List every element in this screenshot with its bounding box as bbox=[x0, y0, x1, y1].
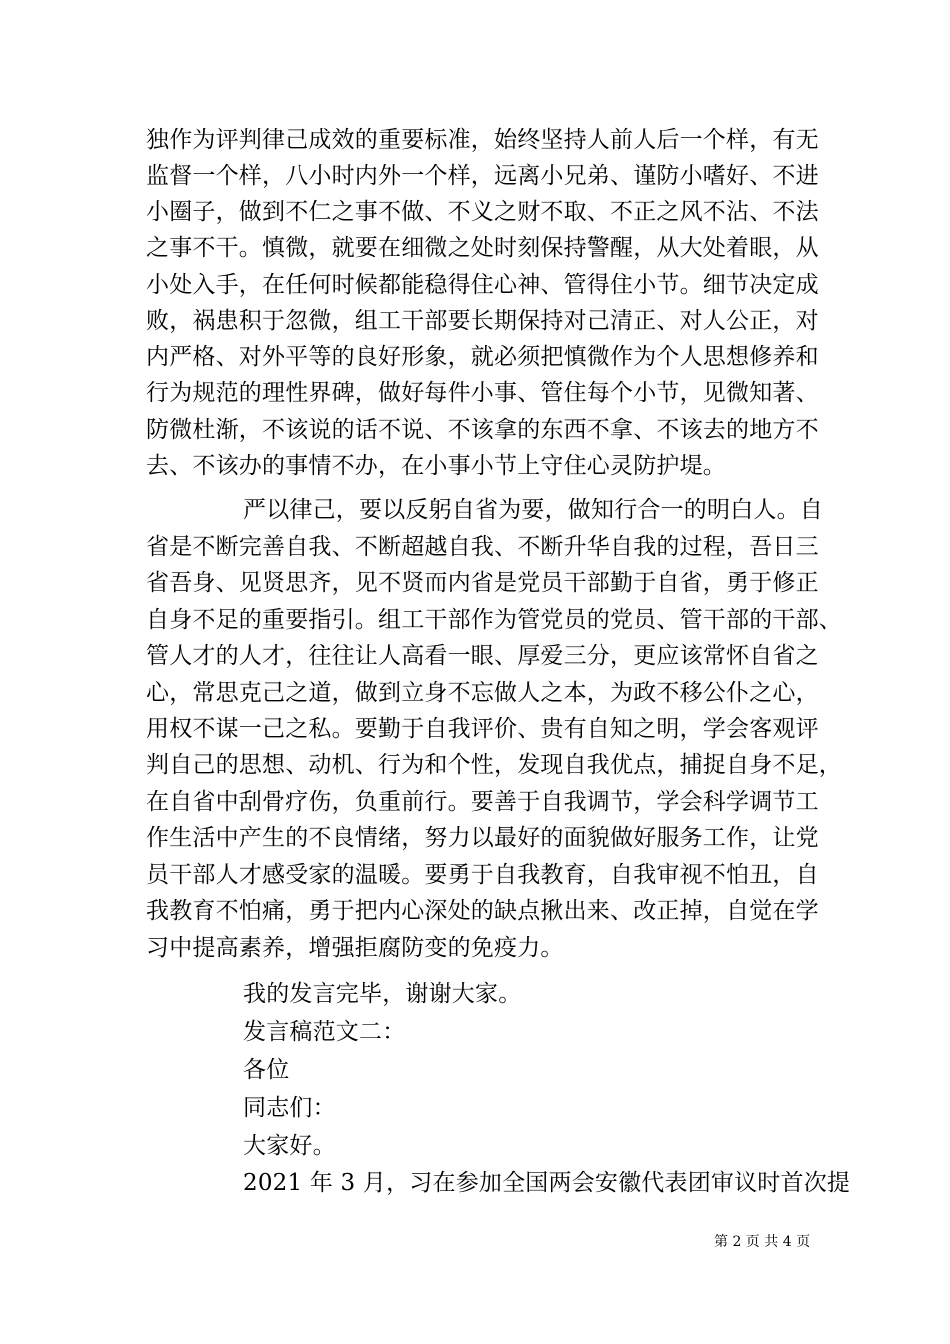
paragraph-1-line-8: 行为规范的理性界碑，做好每件小事、管住每个小节，见微知著、 bbox=[146, 380, 819, 406]
paragraph-2-line-7: 用权不谋一己之私。要勤于自我评价、贵有自知之明，学会客观评 bbox=[146, 716, 819, 742]
paragraph-2-line-2: 省是不断完善自我、不断超越自我、不断升华自我的过程，吾日三 bbox=[146, 534, 819, 560]
paragraph-2-line-9: 在自省中刮骨疗伤，负重前行。要善于自我调节，学会科学调节工 bbox=[146, 789, 819, 815]
paragraph-2-line-12: 我教育不怕痛，勇于把内心深处的缺点揪出来、改正掉，自觉在学 bbox=[146, 898, 819, 924]
salutation-line-2: 同志们： bbox=[243, 1095, 336, 1121]
paragraph-1-line-2: 监督一个样，八小时内外一个样，远离小兄弟、谨防小嗜好、不进 bbox=[146, 163, 819, 189]
paragraph-2-line-13: 习中提高素养，增强拒腐防变的免疫力。 bbox=[146, 935, 564, 961]
paragraph-1-line-1: 独作为评判律己成效的重要标准，始终坚持人前人后一个样，有无 bbox=[146, 127, 819, 153]
closing-line: 我的发言完毕，谢谢大家。 bbox=[243, 981, 522, 1007]
paragraph-2-line-3: 省吾身、见贤思齐，见不贤而内省是党员干部勤于自省，勇于修正 bbox=[146, 570, 819, 596]
paragraph-2-line-11: 员干部人才感受家的温暖。要勇于自我教育，自我审视不怕丑，自 bbox=[146, 862, 819, 888]
section-heading: 发言稿范文二： bbox=[243, 1019, 406, 1045]
page-number-footer: 第 2 页 共 4 页 bbox=[714, 1234, 811, 1250]
paragraph-2-line-10: 作生活中产生的不良情绪，努力以最好的面貌做好服务工作，让党 bbox=[146, 825, 819, 851]
salutation-line-1: 各位 bbox=[243, 1057, 290, 1083]
greeting-line: 大家好。 bbox=[243, 1133, 336, 1159]
paragraph-1-line-10: 去、不该办的事情不办，在小事小节上守住心灵防护堤。 bbox=[146, 453, 726, 479]
paragraph-2-line-4: 自身不足的重要指引。组工干部作为管党员的党员、管干部的干部、 bbox=[146, 607, 842, 633]
body-start-line: 2021 年 3 月，习在参加全国两会安徽代表团审议时首次提 bbox=[243, 1170, 851, 1196]
paragraph-2-line-5: 管人才的人才，往往让人高看一眼、厚爱三分，更应该常怀自省之 bbox=[146, 643, 819, 669]
paragraph-1-line-7: 内严格、对外平等的良好形象，就必须把慎微作为个人思想修养和 bbox=[146, 344, 819, 370]
paragraph-2-line-1: 严以律己，要以反躬自省为要，做知行合一的明白人。自 bbox=[243, 497, 823, 523]
paragraph-1-line-4: 之事不干。慎微，就要在细微之处时刻保持警醒，从大处着眼，从 bbox=[146, 235, 819, 261]
paragraph-1-line-9: 防微杜渐，不该说的话不说、不该拿的东西不拿、不该去的地方不 bbox=[146, 417, 819, 443]
paragraph-1-line-5: 小处入手，在任何时候都能稳得住心神、管得住小节。细节决定成 bbox=[146, 272, 819, 298]
paragraph-1-line-3: 小圈子，做到不仁之事不做、不义之财不取、不正之风不沾、不法 bbox=[146, 199, 819, 225]
paragraph-1-line-6: 败，祸患积于忽微，组工干部要长期保持对己清正、对人公正，对 bbox=[146, 308, 819, 334]
paragraph-2-line-6: 心，常思克己之道，做到立身不忘做人之本，为政不移公仆之心， bbox=[146, 680, 819, 706]
paragraph-2-line-8: 判自己的思想、动机、行为和个性，发现自我优点，捕捉自身不足， bbox=[146, 752, 842, 778]
